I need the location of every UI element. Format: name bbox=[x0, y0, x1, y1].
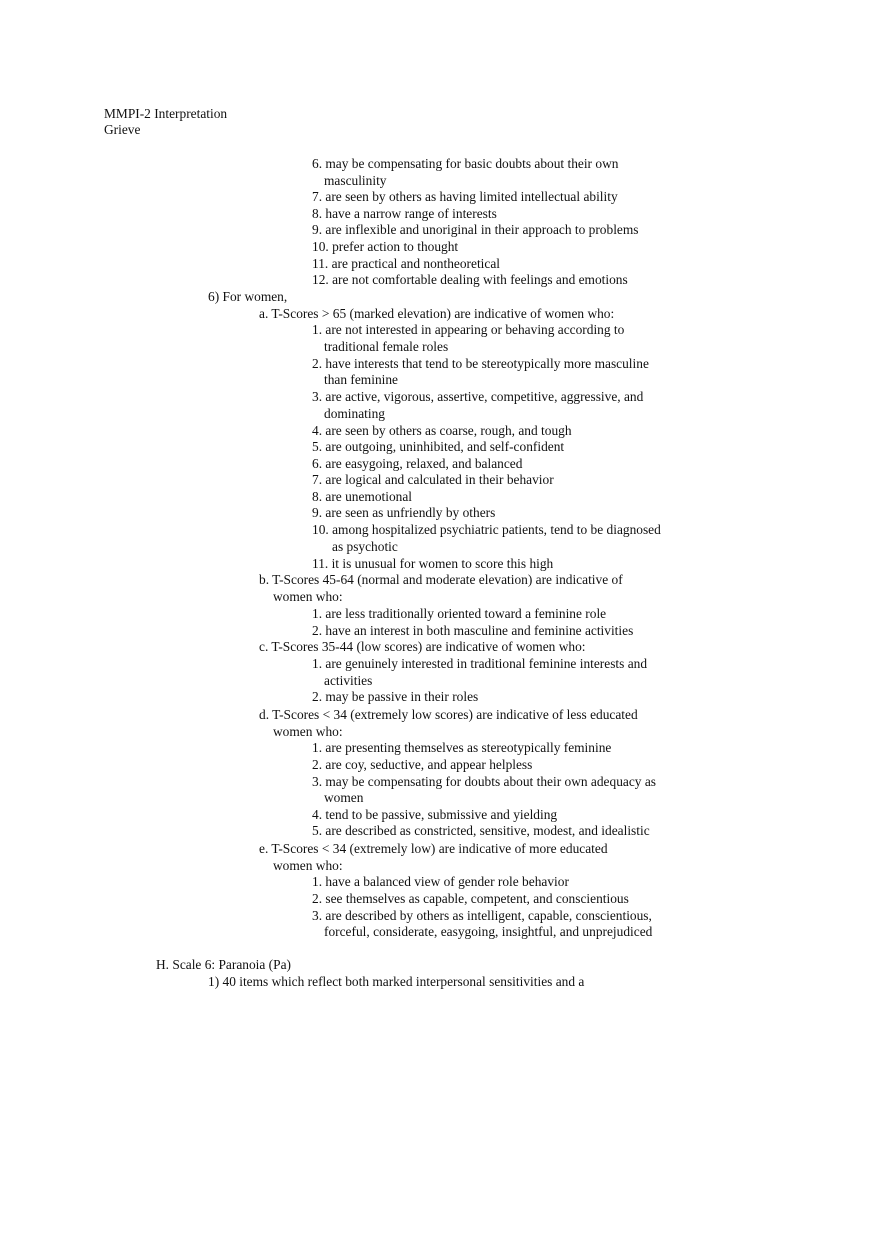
list-item-continuation: activities bbox=[324, 673, 373, 688]
list-item-continuation: traditional female roles bbox=[324, 339, 449, 354]
list-item: 6. are easygoing, relaxed, and balanced bbox=[312, 456, 523, 471]
list-item-continuation: dominating bbox=[324, 406, 385, 421]
list-item-continuation: than feminine bbox=[324, 372, 398, 387]
scale6-heading: H. Scale 6: Paranoia (Pa) bbox=[156, 957, 291, 972]
section-a-heading: a. T-Scores > 65 (marked elevation) are indicative of women who: bbox=[259, 306, 615, 321]
women-heading: 6) For women, bbox=[208, 289, 288, 304]
list-item: 8. have a narrow range of interests bbox=[312, 206, 497, 221]
list-item: 10. prefer action to thought bbox=[312, 239, 459, 254]
list-item-continuation: forceful, considerate, easygoing, insightful, and unprejudiced bbox=[324, 924, 653, 939]
section-e-heading-continuation: women who: bbox=[273, 858, 343, 873]
list-item: 5. are described as constricted, sensitive, modest, and idealistic bbox=[312, 823, 650, 838]
list-item-continuation: masculinity bbox=[324, 173, 387, 188]
list-item: 1. are not interested in appearing or behaving according to bbox=[312, 322, 625, 337]
section-b-heading-continuation: women who: bbox=[273, 589, 343, 604]
list-item: 1. have a balanced view of gender role behavior bbox=[312, 874, 569, 889]
list-item: 2. see themselves as capable, competent, and conscientious bbox=[312, 891, 629, 906]
list-item: 8. are unemotional bbox=[312, 489, 413, 504]
list-item: 4. are seen by others as coarse, rough, and tough bbox=[312, 423, 572, 438]
list-item: 1. are genuinely interested in traditional feminine interests and bbox=[312, 656, 648, 671]
list-item: 9. are inflexible and unoriginal in their approach to problems bbox=[312, 222, 639, 237]
list-item: 2. have an interest in both masculine and feminine activities bbox=[312, 623, 634, 638]
list-item: 3. are described by others as intelligent, capable, conscientious, bbox=[312, 908, 652, 923]
list-item: 3. are active, vigorous, assertive, competitive, aggressive, and bbox=[312, 389, 644, 404]
list-item: 2. have interests that tend to be stereotypically more masculine bbox=[312, 356, 649, 371]
list-item: 6. may be compensating for basic doubts about their own bbox=[312, 156, 619, 171]
section-d-heading-continuation: women who: bbox=[273, 724, 343, 739]
document-author: Grieve bbox=[104, 122, 141, 137]
section-e-heading: e. T-Scores < 34 (extremely low) are indicative of more educated bbox=[259, 841, 608, 856]
list-item: 3. may be compensating for doubts about their own adequacy as bbox=[312, 774, 656, 789]
list-item: 1. are less traditionally oriented toward a feminine role bbox=[312, 606, 607, 621]
section-c-heading: c. T-Scores 35-44 (low scores) are indicative of women who: bbox=[259, 639, 586, 654]
list-item: 2. may be passive in their roles bbox=[312, 689, 479, 704]
list-item: 12. are not comfortable dealing with feelings and emotions bbox=[312, 272, 628, 287]
list-item: 1. are presenting themselves as stereotypically feminine bbox=[312, 740, 612, 755]
list-item: 7. are seen by others as having limited intellectual ability bbox=[312, 189, 618, 204]
list-item: 11. it is unusual for women to score this high bbox=[312, 556, 554, 571]
section-d-heading: d. T-Scores < 34 (extremely low scores) are indicative of less educated bbox=[259, 707, 638, 722]
list-item: 2. are coy, seductive, and appear helpless bbox=[312, 757, 533, 772]
list-item: 9. are seen as unfriendly by others bbox=[312, 505, 496, 520]
list-item-continuation: as psychotic bbox=[332, 539, 398, 554]
section-b-heading: b. T-Scores 45-64 (normal and moderate elevation) are indicative of bbox=[259, 572, 623, 587]
list-item: 4. tend to be passive, submissive and yielding bbox=[312, 807, 558, 822]
list-item: 10. among hospitalized psychiatric patients, tend to be diagnosed bbox=[312, 522, 661, 537]
list-item-continuation: women bbox=[324, 790, 364, 805]
list-item: 11. are practical and nontheoretical bbox=[312, 256, 500, 271]
list-item: 5. are outgoing, uninhibited, and self-confident bbox=[312, 439, 565, 454]
list-item: 7. are logical and calculated in their behavior bbox=[312, 472, 554, 487]
document-title: MMPI-2 Interpretation bbox=[104, 106, 228, 121]
scale6-item: 1) 40 items which reflect both marked interpersonal sensitivities and a bbox=[208, 974, 585, 989]
